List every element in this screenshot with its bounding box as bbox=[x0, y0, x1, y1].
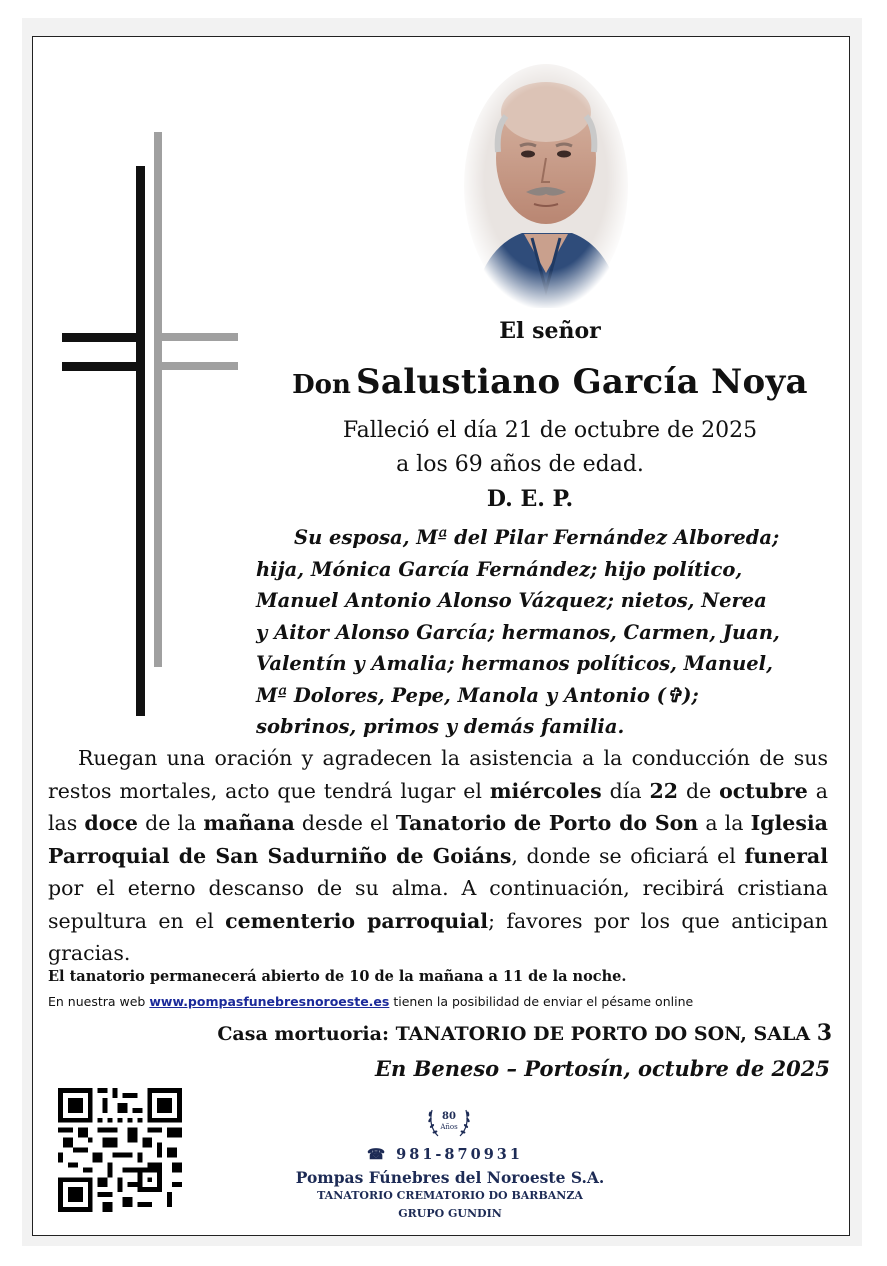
family-line: Valentín y Amalia; hermanos políticos, Manuel, bbox=[256, 652, 773, 675]
badge-text: Años bbox=[440, 1123, 458, 1131]
place-date: En Beneso – Portosín, octubre de 2025 bbox=[375, 1056, 830, 1081]
body-bold: Iglesia Parroquial de San Sadurniño de Goiáns bbox=[48, 811, 828, 868]
company-group: GRUPO GUNDIN bbox=[398, 1207, 502, 1220]
casa-label: Casa mortuoria: TANATORIO DE PORTO DO SON, SALA bbox=[217, 1023, 817, 1045]
family-list bbox=[256, 522, 830, 743]
family-line: Su esposa, Mª del Pilar Fernández Alboreda; bbox=[294, 526, 780, 549]
death-date: Falleció el día 21 de octubre de 2025 bbox=[342, 418, 758, 443]
title-line: El señor bbox=[499, 318, 601, 344]
body-bold: cementerio parroquial bbox=[225, 908, 489, 933]
deceased-name: Salustiano García Noya bbox=[356, 362, 808, 402]
body-text: , donde se oficiará el bbox=[511, 843, 745, 868]
cross-icon bbox=[60, 132, 240, 720]
honorific: Don bbox=[292, 370, 351, 400]
family-line: Mª Dolores, Pepe, Manola y Antonio (✞); bbox=[256, 683, 699, 707]
anniversary-badge bbox=[424, 1096, 474, 1142]
phone-line bbox=[300, 1146, 590, 1163]
phone-icon: ☎ bbox=[367, 1146, 389, 1163]
funeral-home-line bbox=[160, 1020, 832, 1046]
web-prefix: En nuestra web bbox=[48, 994, 150, 1009]
family-line: sobrinos, primos y demás familia. bbox=[256, 715, 625, 738]
body-text: por el eterno descanso de su alma. A continuación, recibirá cristiana sepultura en el bbox=[48, 876, 828, 933]
body-text: a la bbox=[698, 811, 751, 835]
badge-number: 80 bbox=[442, 1111, 456, 1122]
dep-text: D. E. P. bbox=[486, 486, 574, 512]
age-line: a los 69 años de edad. bbox=[396, 452, 644, 477]
body-text: Ruegan una oración y agradecen la asistencia a la conducción de sus restos mortales, acto que tendrá lugar el bbox=[48, 746, 828, 803]
portrait-photo bbox=[462, 58, 630, 310]
body-text: de la bbox=[137, 811, 204, 835]
body-bold: mañana bbox=[203, 811, 295, 835]
body-bold: Tanatorio de Porto do Son bbox=[395, 811, 699, 835]
qr-code[interactable] bbox=[58, 1088, 182, 1212]
tanatorio-hours: El tanatorio permanecerá abierto de 10 de la mañana a 11 de la noche. bbox=[48, 968, 627, 985]
body-bold: doce bbox=[84, 811, 138, 835]
body-text: a las bbox=[48, 778, 828, 835]
web-suffix: tienen la posibilidad de enviar el pésame online bbox=[389, 994, 694, 1009]
body-text: día bbox=[601, 778, 650, 803]
family-line: y Aitor Alonso García; hermanos, Carmen, Juan, bbox=[256, 620, 780, 644]
body-text: ; favores por los que anticipan gracias. bbox=[48, 908, 828, 965]
phone-number: 981-870931 bbox=[396, 1146, 523, 1163]
body-bold: 22 bbox=[649, 778, 679, 803]
ceremony-paragraph bbox=[48, 742, 828, 970]
web-note bbox=[48, 994, 828, 1009]
body-text: desde el bbox=[294, 811, 396, 835]
body-text: de bbox=[678, 778, 720, 803]
family-line: Manuel Antonio Alonso Vázquez; nietos, Nerea bbox=[256, 589, 767, 612]
body-bold: miércoles bbox=[489, 778, 602, 803]
sala-number: 3 bbox=[816, 1020, 832, 1046]
company-name: Pompas Fúnebres del Noroeste S.A. bbox=[295, 1168, 605, 1187]
company-tanatorio: TANATORIO CREMATORIO DO BARBANZA bbox=[317, 1189, 583, 1202]
website-link[interactable]: www.pompasfunebresnoroeste.es bbox=[149, 994, 390, 1009]
body-bold: octubre bbox=[719, 778, 808, 803]
body-bold: funeral bbox=[744, 843, 828, 868]
deceased-name-line bbox=[270, 362, 830, 402]
family-line: hija, Mónica García Fernández; hijo político, bbox=[256, 557, 743, 581]
